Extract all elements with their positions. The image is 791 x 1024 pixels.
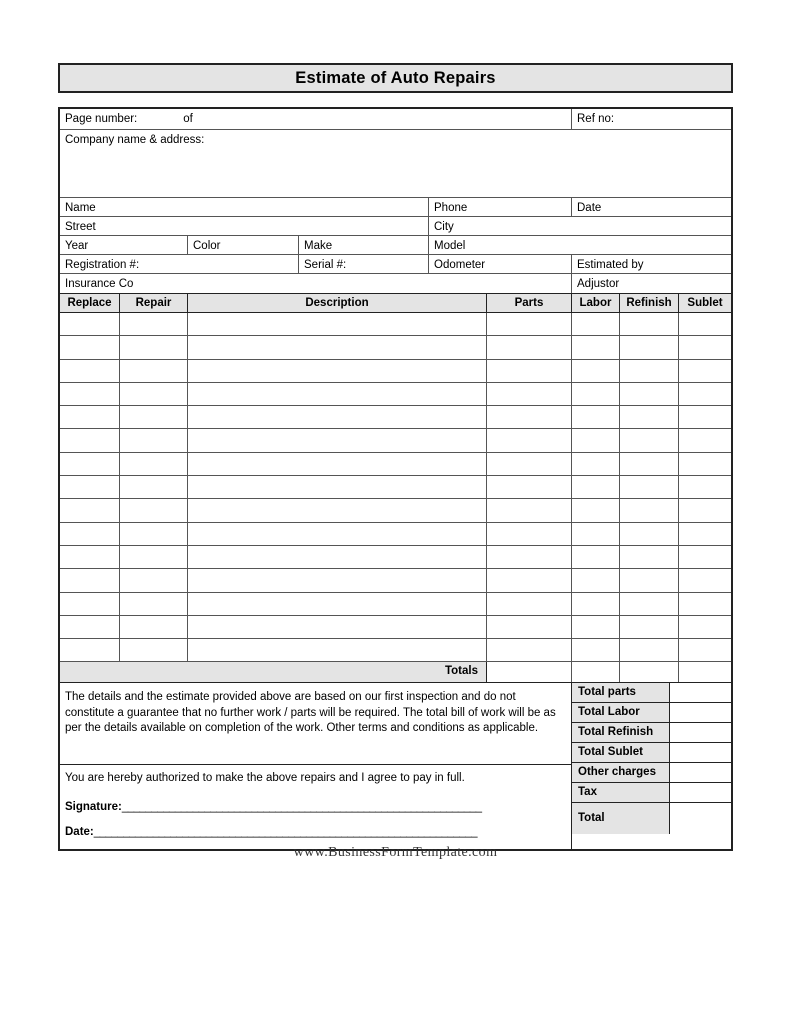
cell-replace[interactable] [60,336,120,358]
odometer-field[interactable] [429,255,572,273]
cell-refinish[interactable] [620,453,679,475]
bottom-left-column [60,683,572,849]
cell-sublet[interactable] [679,523,731,545]
totals-value[interactable] [670,743,731,762]
odometer-label: Odometer [434,259,486,271]
signature-label: Signature: [65,801,122,814]
column-header-repair: Repair [120,294,188,312]
cell-labor[interactable] [572,453,620,475]
insurance-company-field[interactable] [60,274,572,293]
year-label: Year [65,240,89,252]
cell-refinish[interactable] [620,476,679,498]
cell-refinish[interactable] [620,429,679,451]
cell-parts[interactable] [487,523,572,545]
cell-replace[interactable] [60,546,120,568]
name-label: Name [65,202,96,214]
cell-description[interactable] [188,453,487,475]
date-signature-label: Date: [65,826,94,839]
cell-description[interactable] [188,406,487,428]
name-phone-date-row [60,198,731,217]
cell-description[interactable] [188,569,487,591]
table-row [60,406,731,429]
ref-no-field[interactable] [572,109,731,129]
cell-repair[interactable] [120,406,188,428]
cell-parts[interactable] [487,616,572,638]
estimated-by-field[interactable] [572,255,731,273]
cell-refinish[interactable] [620,360,679,382]
table-row [60,453,731,476]
totals-row [572,743,731,763]
cell-sublet[interactable] [679,616,731,638]
cell-repair[interactable] [120,476,188,498]
table-row [60,360,731,383]
city-label: City [434,221,454,233]
totals-label: Total [572,803,670,834]
cell-labor[interactable] [572,639,620,661]
totals-row [572,783,731,803]
model-field[interactable] [429,236,731,254]
cell-replace[interactable] [60,360,120,382]
cell-sublet[interactable] [679,499,731,521]
cell-sublet[interactable] [679,546,731,568]
cell-labor[interactable] [572,383,620,405]
cell-refinish[interactable] [620,313,679,335]
page-number-field[interactable] [60,109,572,129]
totals-strip-parts[interactable] [487,662,572,682]
insurance-row [60,274,731,293]
cell-description[interactable] [188,313,487,335]
totals-row [572,723,731,743]
cell-parts[interactable] [487,593,572,615]
cell-labor[interactable] [572,499,620,521]
totals-label: Total Sublet [572,743,670,762]
totals-row [572,683,731,703]
cell-refinish[interactable] [620,383,679,405]
cell-refinish[interactable] [620,569,679,591]
cell-labor[interactable] [572,616,620,638]
table-row [60,523,731,546]
cell-parts[interactable] [487,453,572,475]
date-field[interactable] [572,198,731,216]
year-field[interactable] [60,236,188,254]
registration-row [60,255,731,274]
repair-table-header [60,293,731,313]
cell-sublet[interactable] [679,476,731,498]
cell-description[interactable] [188,336,487,358]
company-row [60,130,731,198]
cell-sublet[interactable] [679,383,731,405]
totals-row [572,763,731,783]
cell-sublet[interactable] [679,593,731,615]
cell-repair[interactable] [120,616,188,638]
totals-strip-labor[interactable] [572,662,620,682]
table-row [60,336,731,359]
adjustor-label: Adjustor [577,278,620,290]
street-city-row [60,217,731,236]
cell-sublet[interactable] [679,336,731,358]
cell-parts[interactable] [487,476,572,498]
phone-label: Phone [434,202,468,214]
cell-parts[interactable] [487,569,572,591]
cell-repair[interactable] [120,569,188,591]
date-row[interactable] [65,825,571,840]
cell-sublet[interactable] [679,429,731,451]
cell-labor[interactable] [572,429,620,451]
cell-parts[interactable] [487,499,572,521]
cell-repair[interactable] [120,383,188,405]
cell-labor[interactable] [572,523,620,545]
cell-description[interactable] [188,523,487,545]
column-header-labor: Labor [572,294,620,312]
repair-table-body [60,313,731,662]
column-header-parts: Parts [487,294,572,312]
company-label: Company name & address: [65,134,205,146]
totals-value[interactable] [670,783,731,802]
company-name-address-field[interactable] [60,130,731,197]
make-field[interactable] [299,236,429,254]
serial-label: Serial #: [304,259,347,271]
cell-replace[interactable] [60,313,120,335]
name-field[interactable] [60,198,429,216]
cell-replace[interactable] [60,383,120,405]
totals-value[interactable] [670,723,731,742]
cell-refinish[interactable] [620,336,679,358]
color-label: Color [193,240,221,252]
cell-sublet[interactable] [679,639,731,661]
ref-no-label: Ref no: [577,113,615,125]
table-row [60,639,731,662]
bottom-section [60,683,731,849]
totals-label: Other charges [572,763,670,782]
cell-refinish[interactable] [620,546,679,568]
cell-parts[interactable] [487,336,572,358]
cell-labor[interactable] [572,313,620,335]
footer-url: www.BusinessFormTemplate.com [293,845,498,860]
totals-label: Total Refinish [572,723,670,742]
cell-parts[interactable] [487,639,572,661]
totals-stack [572,683,731,849]
table-row [60,569,731,592]
totals-label: Total Labor [572,703,670,722]
form-title-bar [58,63,733,93]
cell-parts[interactable] [487,360,572,382]
page-of-label: of [183,113,193,125]
authorization-block [60,765,571,849]
cell-description[interactable] [188,429,487,451]
table-row [60,313,731,336]
serial-field[interactable] [299,255,429,273]
cell-parts[interactable] [487,313,572,335]
cell-description[interactable] [188,476,487,498]
insurance-company-label: Insurance Co [65,278,134,290]
cell-replace[interactable] [60,453,120,475]
cell-parts[interactable] [487,546,572,568]
cell-description[interactable] [188,383,487,405]
cell-repair[interactable] [120,336,188,358]
cell-replace[interactable] [60,616,120,638]
cell-replace[interactable] [60,523,120,545]
cell-description[interactable] [188,499,487,521]
cell-labor[interactable] [572,360,620,382]
date-label: Date [577,202,602,214]
cell-description[interactable] [188,616,487,638]
totals-row [572,803,731,834]
cell-labor[interactable] [572,476,620,498]
cell-refinish[interactable] [620,639,679,661]
cell-replace[interactable] [60,499,120,521]
make-label: Make [304,240,333,252]
cell-labor[interactable] [572,593,620,615]
street-label: Street [65,221,96,233]
cell-repair[interactable] [120,546,188,568]
estimated-by-label: Estimated by [577,259,644,271]
totals-strip-label: Totals [60,662,487,682]
column-header-refinish: Refinish [620,294,679,312]
city-field[interactable] [429,217,731,235]
authorization-text: You are hereby authorized to make the above repairs and I agree to pay in full. [65,772,465,785]
totals-value[interactable] [670,683,731,702]
color-field[interactable] [188,236,299,254]
signature-row[interactable] [65,800,571,815]
form-frame [58,107,733,851]
totals-value[interactable] [670,803,731,834]
totals-row [572,703,731,723]
cell-replace[interactable] [60,429,120,451]
cell-repair[interactable] [120,429,188,451]
vehicle-row [60,236,731,255]
totals-strip-refinish[interactable] [620,662,679,682]
cell-repair[interactable] [120,523,188,545]
cell-labor[interactable] [572,546,620,568]
table-row [60,476,731,499]
street-field[interactable] [60,217,429,235]
cell-sublet[interactable] [679,360,731,382]
totals-value[interactable] [670,763,731,782]
cell-refinish[interactable] [620,593,679,615]
cell-labor[interactable] [572,336,620,358]
signature-line: _____________________________________________________________ [121,801,482,814]
registration-label: Registration #: [65,259,140,271]
cell-replace[interactable] [60,569,120,591]
cell-refinish[interactable] [620,406,679,428]
cell-sublet[interactable] [679,406,731,428]
totals-strip-row [60,662,731,683]
column-header-description: Description [188,294,487,312]
totals-label: Tax [572,783,670,802]
cell-description[interactable] [188,360,487,382]
cell-sublet[interactable] [679,453,731,475]
cell-parts[interactable] [487,429,572,451]
table-row [60,383,731,406]
cell-refinish[interactable] [620,616,679,638]
cell-labor[interactable] [572,406,620,428]
cell-repair[interactable] [120,360,188,382]
cell-refinish[interactable] [620,499,679,521]
cell-replace[interactable] [60,593,120,615]
table-row [60,546,731,569]
page-number-label: Page number: [65,113,138,125]
table-row [60,429,731,452]
disclaimer-text: The details and the estimate provided above are based on our first inspection and do not constitute a guarantee that no further work / parts will be required. The total bill of work will be as per the details available on completion of the work. Other terms and conditions as applicable. [60,683,571,765]
cell-repair[interactable] [120,453,188,475]
adjustor-field[interactable] [572,274,731,293]
cell-replace[interactable] [60,406,120,428]
totals-label: Total parts [572,683,670,702]
cell-replace[interactable] [60,639,120,661]
cell-sublet[interactable] [679,569,731,591]
cell-parts[interactable] [487,406,572,428]
phone-field[interactable] [429,198,572,216]
registration-field[interactable] [60,255,299,273]
page-ref-row [60,109,731,130]
date-line: _________________________________________________________________ [93,826,477,839]
cell-repair[interactable] [120,499,188,521]
table-row [60,616,731,639]
cell-repair[interactable] [120,593,188,615]
cell-repair[interactable] [120,313,188,335]
cell-description[interactable] [188,593,487,615]
table-row [60,593,731,616]
cell-sublet[interactable] [679,313,731,335]
column-header-replace: Replace [60,294,120,312]
cell-description[interactable] [188,546,487,568]
table-row [60,499,731,522]
cell-repair[interactable] [120,639,188,661]
cell-description[interactable] [188,639,487,661]
cell-parts[interactable] [487,383,572,405]
cell-labor[interactable] [572,569,620,591]
column-header-sublet: Sublet [687,297,723,309]
totals-value[interactable] [670,703,731,722]
page-title: Estimate of Auto Repairs [295,68,496,87]
totals-strip-sublet[interactable] [679,662,731,682]
cell-replace[interactable] [60,476,120,498]
model-label: Model [434,240,466,252]
cell-refinish[interactable] [620,523,679,545]
